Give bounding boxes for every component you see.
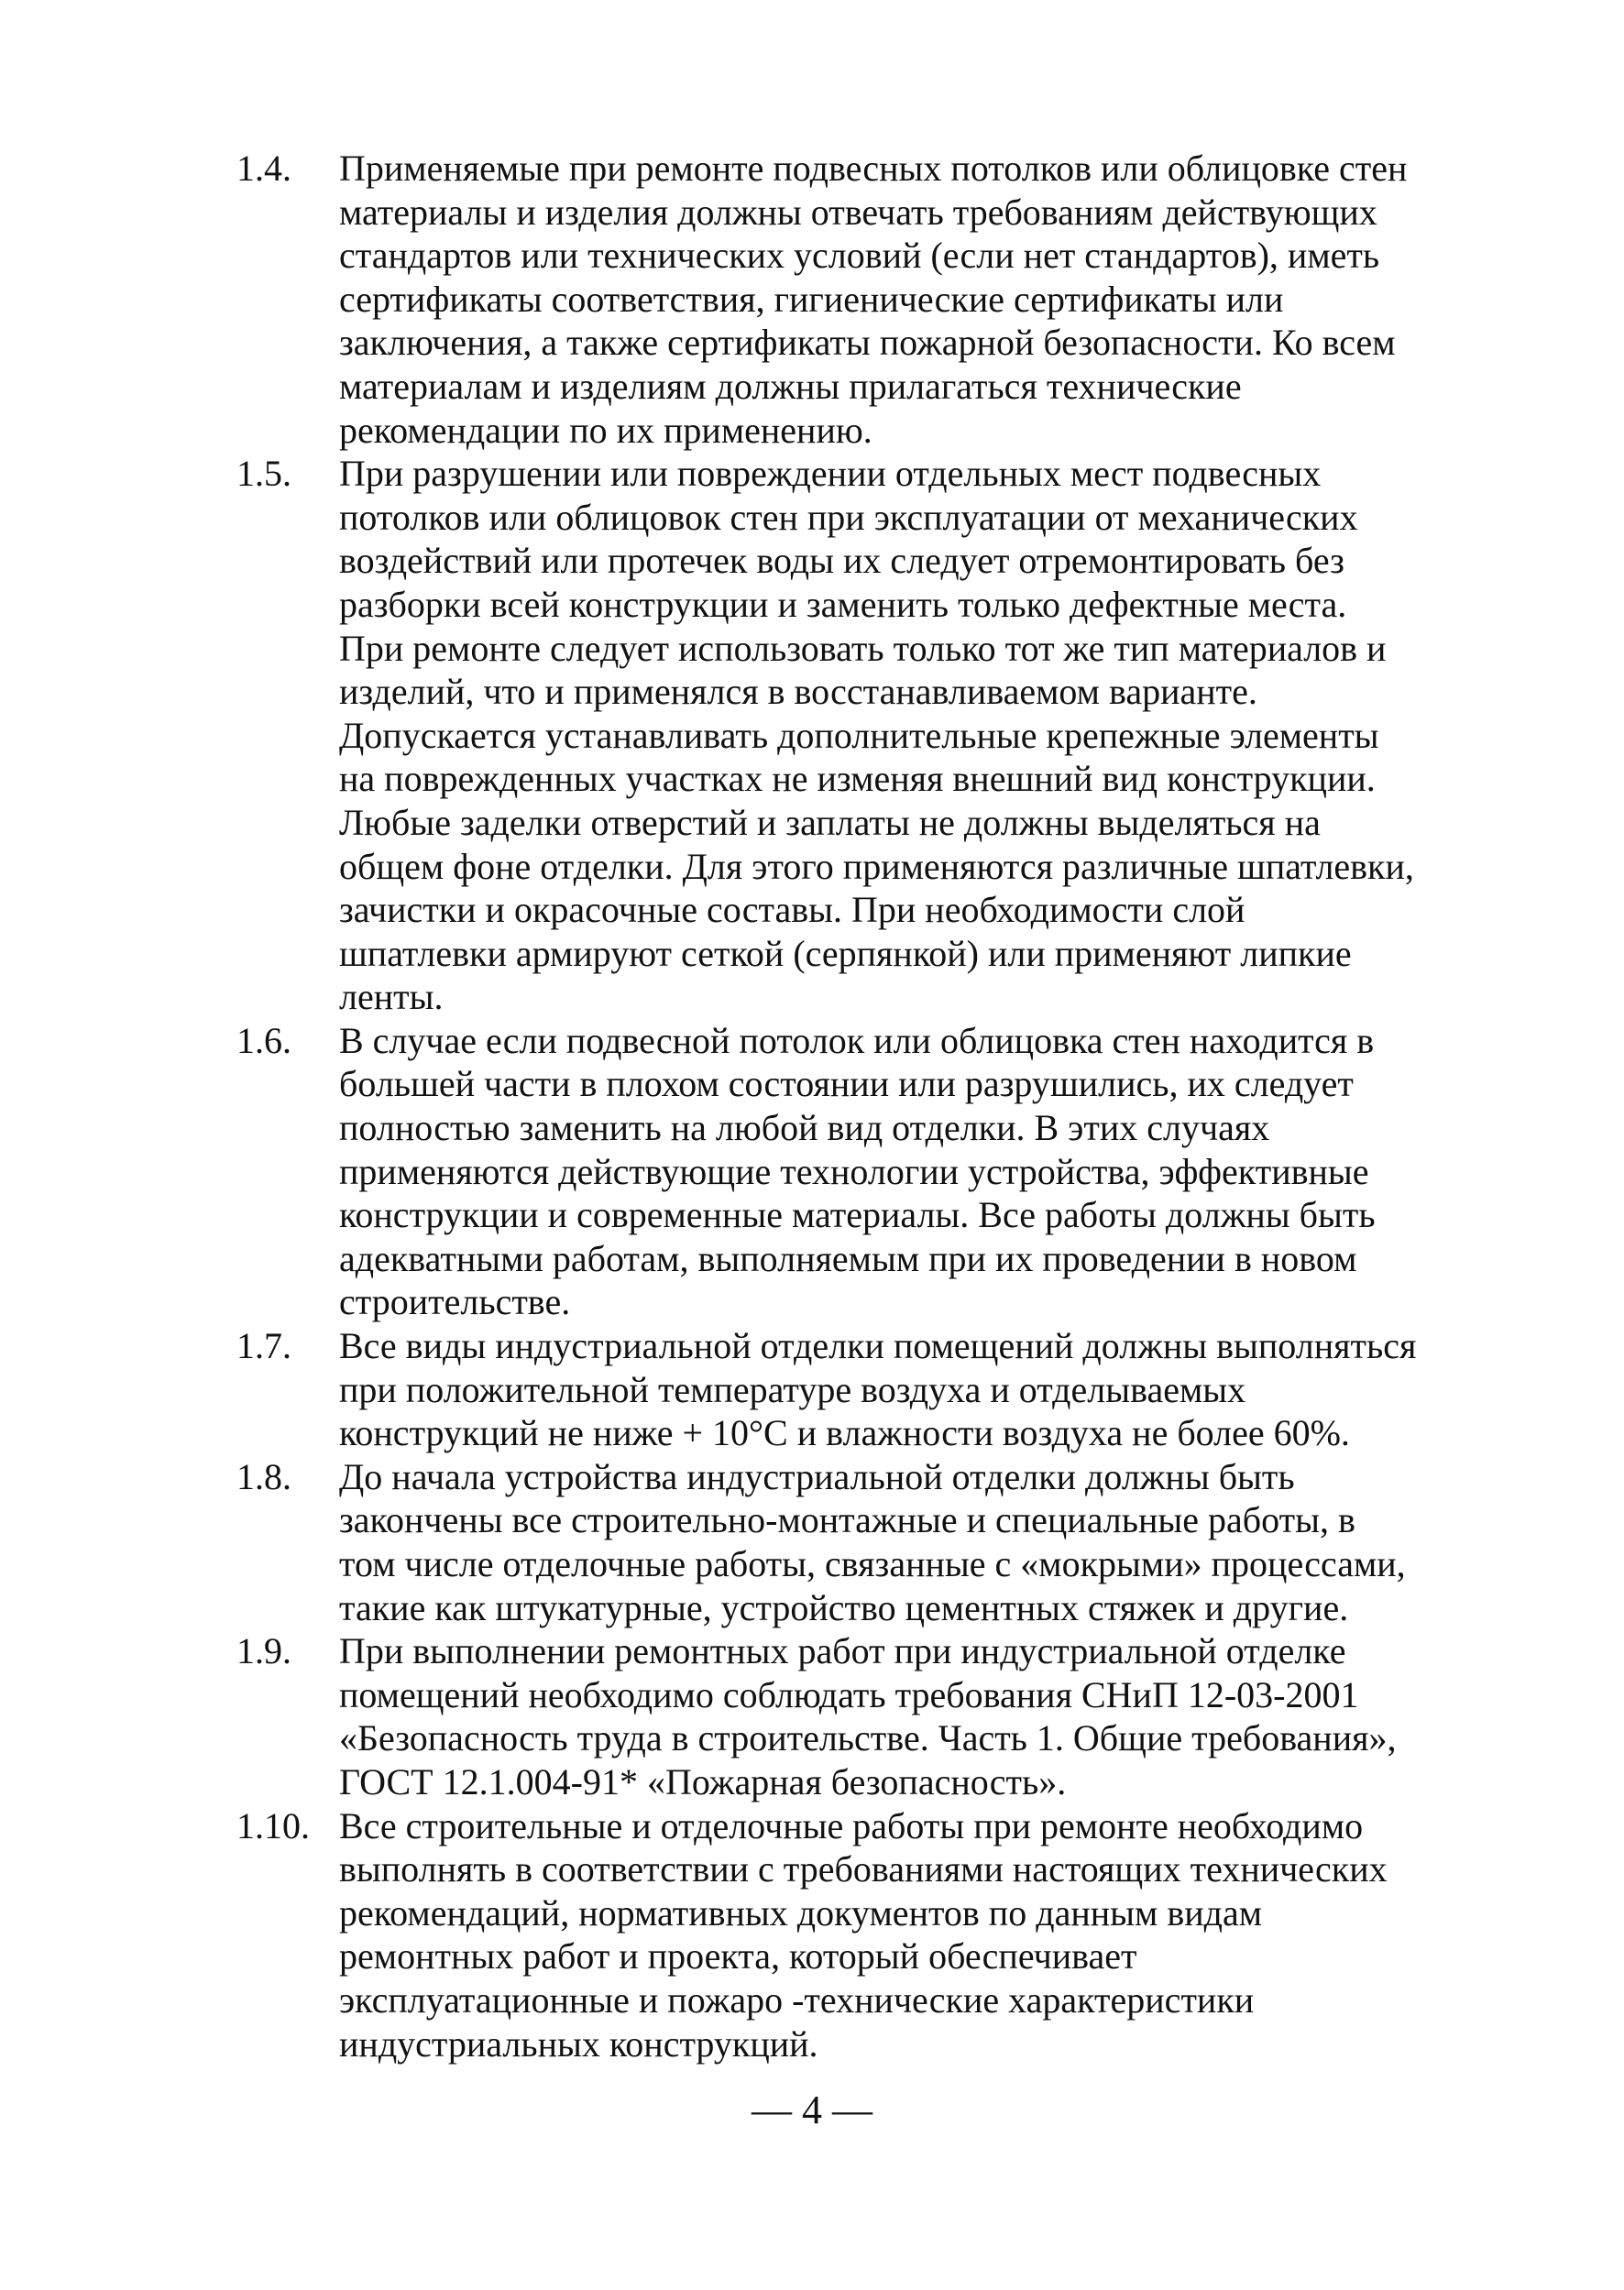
text-line: при положительной температуре воздуха и отделываемых xyxy=(339,1368,1246,1410)
text-line: сертификаты соответствия, гигиенические сертификаты или xyxy=(339,278,1284,320)
item-number: 1.10. xyxy=(236,1804,310,1846)
text-line: При ремонте следует использовать только тот же тип материалов и xyxy=(339,627,1387,669)
item-number: 1.7. xyxy=(236,1325,291,1367)
item-text xyxy=(339,1455,1501,1629)
text-line: материалы и изделия должны отвечать требованиям действующих xyxy=(339,191,1377,233)
text-line: конструкций не ниже + 10°С и влажности воздуха не более 60%. xyxy=(339,1412,1350,1454)
list-item xyxy=(236,1629,1501,1803)
list-item xyxy=(236,452,1501,1019)
text-line: При разрушении или повреждении отдельных мест подвесных xyxy=(339,453,1322,495)
item-number: 1.5. xyxy=(236,453,291,495)
text-line: помещений необходимо соблюдать требования СНиП 12-03-2001 xyxy=(339,1673,1359,1715)
text-line: Все виды индустриальной отделки помещений должны выполняться xyxy=(339,1325,1417,1367)
text-line: строительстве. xyxy=(339,1281,571,1323)
text-line: материалам и изделиям должны прилагаться технические xyxy=(339,365,1242,407)
text-line: Любые заделки отверстий и заплаты не должны выделяться на xyxy=(339,801,1321,843)
text-line: Все строительные и отделочные работы при ремонте необходимо xyxy=(339,1804,1364,1846)
text-line: До начала устройства индустриальной отделки должны быть xyxy=(339,1455,1295,1497)
text-line: закончены все строительно-монтажные и специальные работы, в xyxy=(339,1499,1355,1541)
text-line: ленты. xyxy=(339,976,444,1018)
list-item xyxy=(236,1455,1501,1629)
item-text xyxy=(339,1324,1501,1455)
text-line: Применяемые при ремонте подвесных потолков или облицовке стен xyxy=(339,148,1408,189)
text-line: При выполнении ремонтных работ при индустриальной отделке xyxy=(339,1630,1346,1672)
text-line: конструкции и современные материалы. Все работы должны быть xyxy=(339,1194,1376,1236)
list-item xyxy=(236,1804,1501,2066)
text-line: рекомендации по их применению. xyxy=(339,409,872,451)
list-item xyxy=(236,1019,1501,1324)
item-number: 1.8. xyxy=(236,1455,291,1497)
text-line: воздействий или протечек воды их следует отремонтировать без xyxy=(339,540,1344,582)
text-line: адекватными работам, выполняемым при их проведении в новом xyxy=(339,1237,1357,1279)
text-line: ремонтных работ и проекта, который обеспечивает xyxy=(339,1935,1137,1978)
list-item xyxy=(236,1324,1501,1455)
text-line: потолков или облицовок стен при эксплуатации от механических xyxy=(339,496,1358,538)
item-number: 1.6. xyxy=(236,1019,291,1061)
text-line: рекомендаций, нормативных документов по данным видам xyxy=(339,1891,1263,1934)
text-line: общем фоне отделки. Для этого применяются различные шпатлевки, xyxy=(339,845,1414,887)
text-line: полностью заменить на любой вид отделки. В этих случаях xyxy=(339,1107,1270,1149)
text-line: индустриальных конструкций. xyxy=(339,2022,818,2065)
item-text xyxy=(339,147,1501,452)
text-line: эксплуатационные и пожаро -технические характеристики xyxy=(339,1978,1255,2021)
text-line: разборки всей конструкции и заменить только дефектные места. xyxy=(339,583,1347,625)
item-text xyxy=(339,452,1501,1019)
list-item xyxy=(236,147,1501,452)
text-line: том числе отделочные работы, связанные с «мокрыми» процессами, xyxy=(339,1543,1406,1584)
text-line: изделий, что и применялся в восстанавливаемом варианте. xyxy=(339,671,1257,713)
numbered-list xyxy=(236,147,1501,2065)
text-line: ГОСТ 12.1.004-91* «Пожарная безопасность». xyxy=(339,1760,1067,1802)
text-line: шпатлевки армируют сеткой (серпянкой) или применяют липкие xyxy=(339,932,1352,974)
text-line: на поврежденных участках не изменяя внешний вид конструкции. xyxy=(339,758,1376,800)
item-number: 1.9. xyxy=(236,1630,291,1672)
text-line: В случае если подвесной потолок или облицовка стен находится в xyxy=(339,1019,1375,1061)
item-number: 1.4. xyxy=(236,148,291,189)
text-line: Допускается устанавливать дополнительные крепежные элементы xyxy=(339,714,1379,756)
item-text xyxy=(339,1629,1501,1803)
item-text xyxy=(339,1019,1501,1324)
text-line: выполнять в соответствии с требованиями настоящих технических xyxy=(339,1848,1388,1890)
text-line: большей части в плохом состоянии или разрушились, их следует xyxy=(339,1063,1354,1105)
text-line: «Безопасность труда в строительстве. Часть 1. Общие требования», xyxy=(339,1717,1397,1759)
item-text xyxy=(339,1804,1501,2066)
text-line: зачистки и окрасочные составы. При необходимости слой xyxy=(339,889,1245,931)
page-number: — 4 — xyxy=(752,2087,872,2132)
text-line: стандартов или технических условий (если нет стандартов), иметь xyxy=(339,235,1380,277)
text-line: такие как штукатурные, устройство цементных стяжек и другие. xyxy=(339,1586,1349,1628)
text-line: применяются действующие технологии устройства, эффективные xyxy=(339,1150,1369,1192)
text-line: заключения, а также сертификаты пожарной безопасности. Ко всем xyxy=(339,322,1396,364)
